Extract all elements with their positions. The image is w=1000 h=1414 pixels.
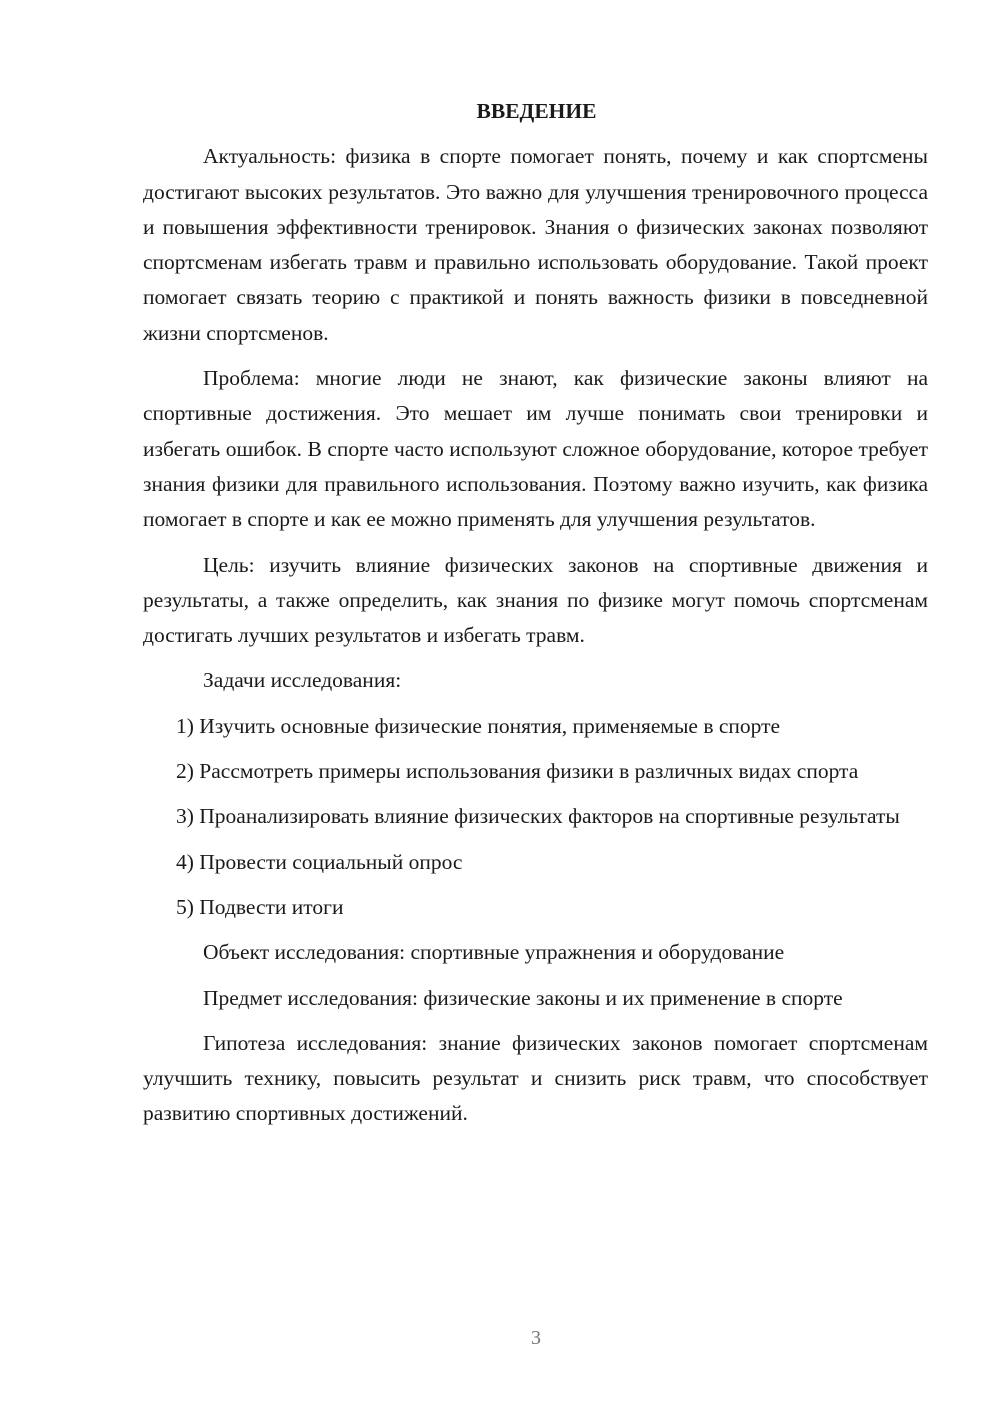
page-number: 3 — [531, 1327, 541, 1349]
subject-paragraph: Предмет исследования: физические законы и их применение в спорте — [203, 985, 843, 1010]
task-item-4: 4) Провести социальный опрос — [176, 849, 463, 874]
document-page — [143, 94, 928, 1142]
goal-paragraph: Цель: изучить влияние физических законов на спортивные движения и результаты, а также определить, как знания по физике могут помочь спортсменам достигать лучших результатов и избегать травм. — [143, 552, 928, 648]
task-item-2: 2) Рассмотреть примеры использования физики в различных видах спорта — [176, 759, 859, 784]
tasks-heading: Задачи исследования: — [203, 668, 402, 693]
relevance-paragraph: Актуальность: физика в спорте помогает понять, почему и как спортсмены достигают высоких результатов. Это важно для улучшения тренировочного процесса и повышения эффективности тренировок. Знания о физических законах позволяют спортсменам избегать травм и правильно использовать оборудование. Такой проект помогает связать теорию с практикой и понять важность физики в повседневной жизни спортсменов. — [143, 144, 928, 345]
task-item-5: 5) Подвести итоги — [176, 894, 344, 919]
object-paragraph: Объект исследования: спортивные упражнения и оборудование — [203, 940, 785, 965]
page-title: ВВЕДЕНИЕ — [476, 99, 597, 123]
task-item-1: 1) Изучить основные физические понятия, применяемые в спорте — [176, 713, 781, 738]
problem-paragraph: Проблема: многие люди не знают, как физические законы влияют на спортивные достижения. Это мешает им лучше понимать свои тренировки и избегать ошибок. В спорте часто используют сложное оборудование, которое требует знания физики для правильного использования. Поэтому важно изучить, как физика помогает в спорте и как ее можно применять для улучшения результатов. — [143, 366, 928, 532]
hypothesis-paragraph: Гипотеза исследования: знание физических законов помогает спортсменам улучшить технику, повысить результат и снизить риск травм, что способствует развитию спортивных достижений. — [143, 1030, 928, 1126]
task-item-3: 3) Проанализировать влияние физических факторов на спортивные результаты — [176, 804, 900, 829]
